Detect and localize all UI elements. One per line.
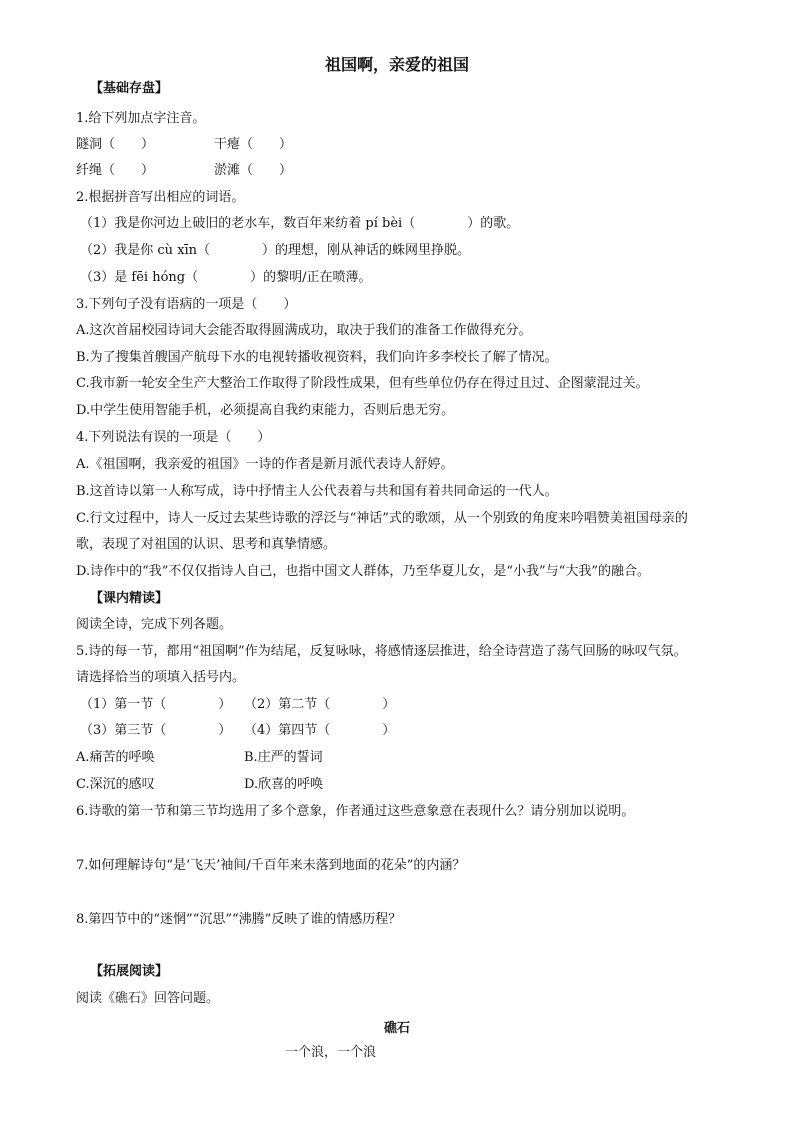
q4-stem: 4.下列说法有误的一项是（ ） [76,430,271,445]
q5-blank-3: （3）第三节（ ） [80,723,232,738]
q4-option-a: A.《祖国啊，我亲爱的祖国》一诗的作者是新月派代表诗人舒婷。 [76,457,454,472]
page-title: 祖国啊，亲爱的祖国 [324,55,469,74]
q5-option-d: D.欣喜的呼唤 [244,777,324,792]
q5-blank-1: （1）第一节（ ） [80,697,232,712]
q3-stem: 3.下列句子没有语病的一项是（ ） [76,297,297,312]
q3-option-d: D.中学生使用智能手机，必须提高自我约束能力，否则后患无穷。 [76,403,455,418]
q2-sentence-1: （1）我是你河边上破旧的老水车，数百年来纺着 pí bèi（ ）的歌。 [80,216,520,231]
read-all-instruction: 阅读全诗，完成下列各题。 [76,617,233,632]
section-inclass-heading: 【课内精读】 [90,591,169,606]
q2-sentence-3: （3）是 fēi hóng（ ）的黎明/正在喷薄。 [80,270,372,285]
q3-option-a: A.这次首届校园诗词大会能否取得圆满成功，取决于我们的准备工作做得充分。 [76,323,532,338]
q2-stem: 2.根据拼音写出相应的词语。 [76,190,245,205]
q3-option-b: B.为了搜集首艘国产航母下水的电视转播收视资料，我们向许多李校长了解了情况。 [76,350,558,365]
q5-option-a: A.痛苦的呼唤 [76,750,155,765]
q1-stem: 1.给下列加点字注音。 [76,111,206,126]
q8-stem: 8.第四节中的“迷惘”“沉思”“沸腾”反映了谁的情感历程？ [76,912,402,927]
q5-option-b: B.庄严的誓词 [244,750,323,765]
q5-stem-line2: 请选择恰当的项填入括号内。 [76,670,246,685]
q6-stem: 6.诗歌的第一节和第三节均选用了多个意象，作者通过这些意象意在表现什么？请分别加以说明。 [76,804,635,819]
q7-stem: 7.如何理解诗句“是‘飞天’袖间/千百年来未落到地面的花朵”的内涵？ [76,858,466,873]
q4-option-d: D.诗作中的“我”不仅仅指诗人自己，也指中国文人群体，乃至华夏儿女，是“小我”与“大我”的融合。 [76,564,650,579]
poem-line-1: 一个浪，一个浪 [285,1045,377,1060]
q1-item-1: 隧洞（ ） [76,137,155,152]
poem-title: 礁石 [383,1021,410,1036]
q4-option-c-line1: C.行文过程中，诗人一反过去某些诗歌的浮泛与“神话”式的歌颂，从一个别致的角度来吟唱赞美祖国母亲的 [76,511,688,526]
q4-option-b: B.这首诗以第一人称写成，诗中抒情主人公代表着与共和国有着共同命运的一代人。 [76,484,558,499]
section-basic-heading: 【基础存盘】 [90,81,169,96]
q1-item-4: 淤滩（ ） [214,163,293,178]
q3-option-c: C.我市新一轮安全生产大整治工作取得了阶段性成果，但有些单位仍存在得过且过、企图蒙混过关。 [76,376,649,391]
q5-blank-2: （2）第二节（ ） [244,697,396,712]
section-extend-heading: 【拓展阅读】 [90,964,169,979]
q5-stem-line1: 5.诗的每一节，都用“祖国啊”作为结尾，反复咏咏，将感情逐层推进，给全诗营造了荡气回肠的咏叹气氛。 [76,644,687,659]
q1-item-3: 纤绳（ ） [76,163,155,178]
q4-option-c-line2: 歌，表现了对祖国的认识、思考和真挚情感。 [76,537,337,552]
q5-option-c: C.深沉的感叹 [76,777,155,792]
q2-sentence-2: （2）我是你 cù xīn（ ）的理想，刚从神话的蛛网里挣脱。 [80,243,471,258]
q5-blank-4: （4）第四节（ ） [244,723,396,738]
read-poem-instruction: 阅读《礁石》回答问题。 [76,991,220,1006]
q1-item-2: 干瘪（ ） [214,137,293,152]
